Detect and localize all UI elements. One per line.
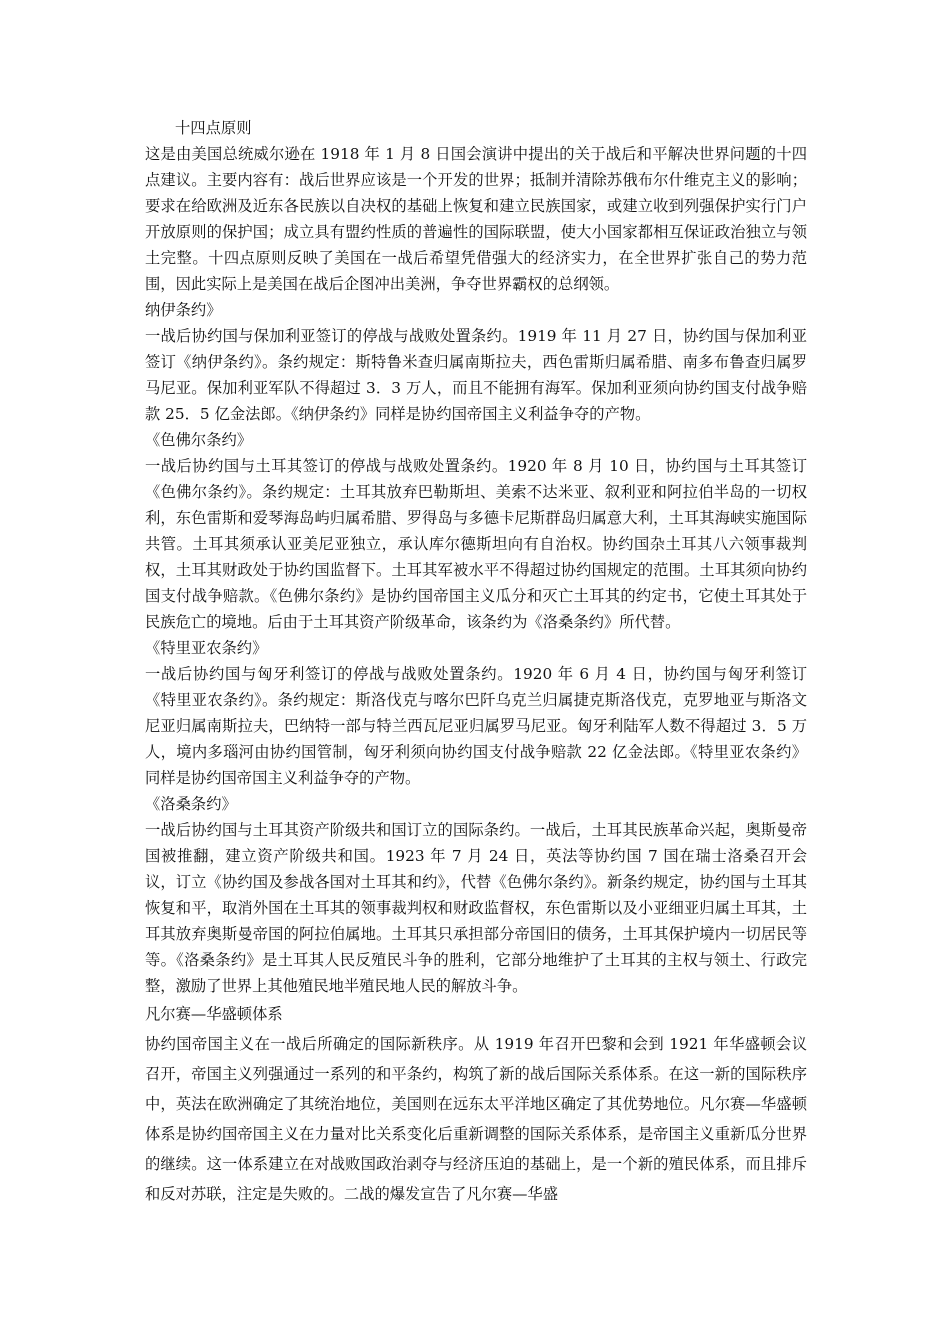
document-page (145, 115, 807, 1209)
section-paragraph: 一战后协约国与土耳其资产阶级共和国订立的国际条约。一战后，土耳其民族革命兴起，奥斯曼帝国被推翻，建立资产阶级共和国。1923 年 7 月 24 日，英法等协约国 7 国在瑞士洛桑召开会议，订立《协约国及参战各国对土耳其和约》，代替《色佛尔条约》。新条约规定，协约国与土耳其恢复和平，取消外国在土耳其的领事裁判权和财政监督权，东色雷斯以及小亚细亚归属土耳其，土耳其放弃奥斯曼帝国的阿拉伯属地。土耳其只承担部分帝国旧的债务，土耳其保护境内一切居民等等。《洛桑条约》是土耳其人民反殖民斗争的胜利，它部分地维护了土耳其的主权与领土、行政完整，激励了世界上其他殖民地半殖民地人民的解放斗争。 (145, 821, 807, 995)
section-heading: 《洛桑条约》 (145, 795, 237, 813)
section-heading: 凡尔赛—华盛顿体系 (145, 1005, 283, 1023)
section-treaty-neuilly (145, 297, 807, 427)
section-paragraph: 一战后协约国与土耳其签订的停战与战败处置条约。1920 年 8 月 10 日，协约国与土耳其签订《色佛尔条约》。条约规定：土耳其放弃巴勒斯坦、美索不达米亚、叙利亚和阿拉伯半岛的一切权利，东色雷斯和爱琴海岛屿归属希腊、罗得岛与多德卡尼斯群岛归属意大利，土耳其海峡实施国际共管。土耳其须承认亚美尼亚独立，承认库尔德斯坦向有自治权。协约国杂土耳其八六领事裁判权，土耳其财政处于协约国监督下。土耳其军被水平不得超过协约国规定的范围。土耳其须向协约国支付战争赔款。《色佛尔条约》是协约国帝国主义瓜分和灭亡土耳其的约定书，它使土耳其处于民族危亡的境地。后由于土耳其资产阶级革命，该条约为《洛桑条约》所代替。 (145, 457, 807, 631)
section-paragraph: 这是由美国总统威尔逊在 1918 年 1 月 8 日国会演讲中提出的关于战后和平解决世界问题的十四点建议。主要内容有：战后世界应该是一个开发的世界；抵制并清除苏俄布尔什维克主义的影响；要求在给欧洲及近东各民族以自决权的基础上恢复和建立民族国家，或建立收到列强保护实行门户开放原则的保护国；成立具有盟约性质的普遍性的国际联盟，使大小国家都相互保证政治独立与领土完整。十四点原则反映了美国在一战后希望凭借强大的经济实力，在全世界扩张自己的势力范围，因此实际上是美国在战后企图冲出美洲，争夺世界霸权的总纲领。 (145, 145, 807, 293)
section-fourteen-points (145, 115, 807, 297)
section-treaty-trianon (145, 635, 807, 791)
section-paragraph: 协约国帝国主义在一战后所确定的国际新秩序。从 1919 年召开巴黎和会到 1921 年华盛顿会议召开，帝国主义列强通过一系列的和平条约，构筑了新的战后国际关系体系。在这一新的国际秩序中，英法在欧洲确定了其统治地位，美国则在远东太平洋地区确定了其优势地位。凡尔赛—华盛顿体系是协约国帝国主义在力量对比关系变化后重新调整的国际关系体系，是帝国主义重新瓜分世界的继续。这一体系建立在对战败国政治剥夺与经济压迫的基础上，是一个新的殖民体系，而且排斥和反对苏联，注定是失败的。二战的爆发宣告了凡尔赛—华盛 (145, 1035, 807, 1203)
section-heading: 《色佛尔条约》 (145, 431, 253, 449)
section-paragraph: 一战后协约国与保加利亚签订的停战与战败处置条约。1919 年 11 月 27 日，协约国与保加利亚签订《纳伊条约》。条约规定：斯特鲁米查归属南斯拉夫，西色雷斯归属希腊、南多布鲁查归属罗马尼亚。保加利亚军队不得超过 3．3 万人，而且不能拥有海军。保加利亚须向协约国支付战争赔款 25．5 亿金法郎。《纳伊条约》同样是协约国帝国主义利益争夺的产物。 (145, 327, 807, 423)
section-versailles-washington-system (145, 999, 807, 1209)
section-treaty-lausanne (145, 791, 807, 999)
section-treaty-sevres (145, 427, 807, 635)
section-heading: 纳伊条约》 (145, 301, 222, 319)
section-heading: 十四点原则 (175, 119, 252, 137)
section-paragraph: 一战后协约国与匈牙利签订的停战与战败处置条约。1920 年 6 月 4 日，协约国与匈牙利签订《特里亚农条约》。条约规定：斯洛伐克与喀尔巴阡乌克兰归属捷克斯洛伐克，克罗地亚与斯洛文尼亚归属南斯拉夫，巴纳特一部与特兰西瓦尼亚归属罗马尼亚。匈牙利陆军人数不得超过 3．5 万人，境内多瑙河由协约国管制，匈牙利须向协约国支付战争赔款 22 亿金法郎。《特里亚农条约》同样是协约国帝国主义利益争夺的产物。 (145, 665, 807, 787)
section-heading: 《特里亚农条约》 (145, 639, 268, 657)
